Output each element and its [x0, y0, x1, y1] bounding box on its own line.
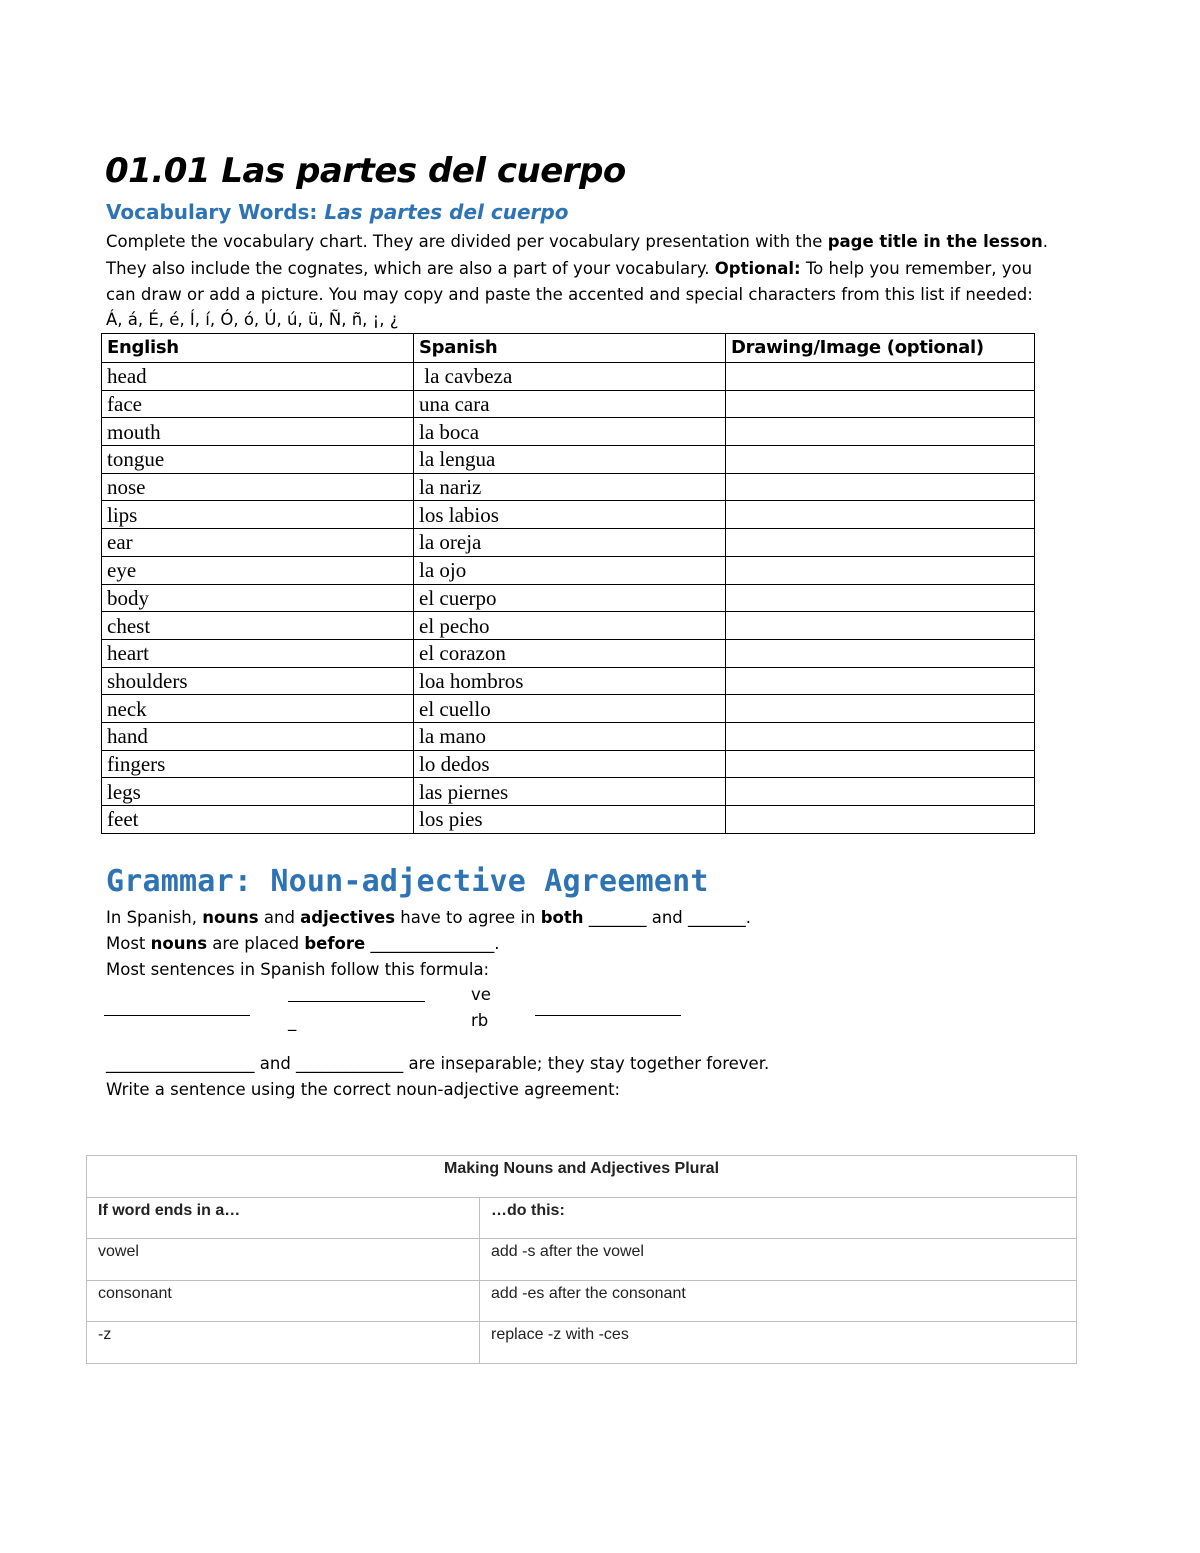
instructions-line-3: can draw or add a picture. You may copy and paste the accented and special characters from this list if needed:	[106, 285, 1033, 304]
vocabulary-instructions	[106, 229, 1096, 331]
spanish-cell[interactable]: el pecho	[414, 612, 726, 640]
formula-blank-2[interactable]	[288, 1001, 425, 1002]
table-row	[102, 750, 1035, 778]
rule-cell: add -es after the consonant	[480, 1280, 1077, 1322]
table-row	[87, 1322, 1077, 1364]
spanish-cell[interactable]: la oreja	[414, 529, 726, 557]
grammar-bold-nouns: nouns	[202, 908, 259, 927]
plural-rules-table	[86, 1155, 1077, 1364]
formula-underscore: _	[288, 1012, 297, 1031]
vocabulary-heading-prefix: Vocabulary Words:	[106, 200, 325, 224]
grammar-bold-adjectives: adjectives	[300, 908, 396, 927]
spanish-cell[interactable]: la nariz	[414, 473, 726, 501]
english-cell: mouth	[102, 418, 414, 446]
drawing-cell[interactable]	[726, 612, 1035, 640]
spanish-cell[interactable]: la lengua	[414, 446, 726, 474]
english-cell: ear	[102, 529, 414, 557]
table-row	[102, 390, 1035, 418]
table-row	[102, 529, 1035, 557]
drawing-cell[interactable]	[726, 806, 1035, 834]
drawing-cell[interactable]	[726, 695, 1035, 723]
column-header-spanish: Spanish	[414, 334, 726, 363]
instructions-line-1	[106, 229, 1096, 256]
english-cell: eye	[102, 556, 414, 584]
spanish-cell[interactable]: una cara	[414, 390, 726, 418]
table-header-row	[102, 334, 1035, 363]
table-row	[102, 556, 1035, 584]
spanish-cell[interactable]: loa hombros	[414, 667, 726, 695]
drawing-cell[interactable]	[726, 639, 1035, 667]
column-header-drawing: Drawing/Image (optional)	[726, 334, 1035, 363]
table-header-row	[87, 1197, 1077, 1239]
spanish-cell[interactable]: lo dedos	[414, 750, 726, 778]
table-row	[102, 363, 1035, 391]
spanish-cell[interactable]: el cuello	[414, 695, 726, 723]
english-cell: heart	[102, 639, 414, 667]
drawing-cell[interactable]	[726, 584, 1035, 612]
english-cell: neck	[102, 695, 414, 723]
page-title: 01.01 Las partes del cuerpo	[105, 151, 626, 191]
grammar-blank-text[interactable]: _______ and _______.	[583, 908, 751, 927]
spanish-cell[interactable]: la mano	[414, 722, 726, 750]
drawing-cell[interactable]	[726, 722, 1035, 750]
drawing-cell[interactable]	[726, 418, 1035, 446]
table-row	[87, 1239, 1077, 1281]
grammar-line-placement	[106, 932, 499, 956]
column-header-english: English	[102, 334, 414, 363]
table-row	[102, 639, 1035, 667]
grammar-text: have to agree in	[395, 908, 541, 927]
english-cell: feet	[102, 806, 414, 834]
grammar-text: and	[258, 908, 301, 927]
grammar-line-write-sentence: Write a sentence using the correct noun-adjective agreement:	[106, 1080, 621, 1099]
formula-blank-1[interactable]	[104, 1015, 250, 1016]
formula-blank-3[interactable]	[535, 1015, 681, 1016]
spanish-cell[interactable]: la cavbeza	[414, 363, 726, 391]
english-cell: chest	[102, 612, 414, 640]
spanish-cell[interactable]: la ojo	[414, 556, 726, 584]
table-row	[102, 778, 1035, 806]
spanish-cell[interactable]: el corazon	[414, 639, 726, 667]
english-cell: hand	[102, 722, 414, 750]
grammar-bold-before: before	[304, 934, 366, 953]
rule-cell: replace -z with -ces	[480, 1322, 1077, 1364]
vocabulary-table	[101, 333, 1035, 834]
drawing-cell[interactable]	[726, 446, 1035, 474]
drawing-cell[interactable]	[726, 501, 1035, 529]
grammar-heading: Grammar: Noun-adjective Agreement	[106, 864, 709, 899]
grammar-bold-nouns: nouns	[150, 934, 208, 953]
ending-cell: consonant	[87, 1280, 480, 1322]
english-cell: head	[102, 363, 414, 391]
spanish-cell[interactable]: los pies	[414, 806, 726, 834]
english-cell: lips	[102, 501, 414, 529]
spanish-cell[interactable]: el cuerpo	[414, 584, 726, 612]
english-cell: shoulders	[102, 667, 414, 695]
spanish-cell[interactable]: los labios	[414, 501, 726, 529]
spanish-cell[interactable]: la boca	[414, 418, 726, 446]
rule-cell: add -s after the vowel	[480, 1239, 1077, 1281]
instructions-text: They also include the cognates, which are also a part of your vocabulary.	[106, 258, 715, 278]
table-row	[102, 612, 1035, 640]
table-row	[102, 473, 1035, 501]
english-cell: legs	[102, 778, 414, 806]
column-header-action: …do this:	[480, 1197, 1077, 1239]
grammar-text: Most	[106, 934, 151, 953]
grammar-bold-both: both	[540, 908, 584, 927]
english-cell: body	[102, 584, 414, 612]
grammar-text: are placed	[207, 934, 305, 953]
formula-verb-part-1: ve	[471, 985, 491, 1004]
drawing-cell[interactable]	[726, 778, 1035, 806]
grammar-line-formula-intro: Most sentences in Spanish follow this formula:	[106, 960, 490, 979]
table-caption-row	[87, 1156, 1077, 1198]
column-header-ending: If word ends in a…	[87, 1197, 480, 1239]
table-row	[102, 722, 1035, 750]
drawing-cell[interactable]	[726, 390, 1035, 418]
grammar-blank-text[interactable]: _______________.	[365, 934, 500, 953]
ending-cell: -z	[87, 1322, 480, 1364]
drawing-cell[interactable]	[726, 667, 1035, 695]
grammar-text: In Spanish,	[106, 908, 203, 927]
english-cell: fingers	[102, 750, 414, 778]
table-row	[102, 501, 1035, 529]
drawing-cell[interactable]	[726, 363, 1035, 391]
instructions-bold: page title in the lesson	[827, 232, 1043, 251]
drawing-cell[interactable]	[726, 556, 1035, 584]
spanish-cell[interactable]: las piernes	[414, 778, 726, 806]
drawing-cell[interactable]	[726, 529, 1035, 557]
instructions-text: To help you remember, you	[800, 258, 1033, 278]
drawing-cell[interactable]	[726, 750, 1035, 778]
table-row	[102, 667, 1035, 695]
instructions-text: .	[1042, 232, 1048, 251]
plural-table-caption: Making Nouns and Adjectives Plural	[87, 1156, 1077, 1198]
english-cell: tongue	[102, 446, 414, 474]
special-characters-list: Á, á, É, é, Í, í, Ó, ó, Ú, ú, ü, Ñ, ñ, ¡, ¿	[106, 309, 399, 329]
english-cell: nose	[102, 473, 414, 501]
table-row	[102, 584, 1035, 612]
instructions-text: Complete the vocabulary chart. They are divided per vocabulary presentation with the	[106, 232, 828, 251]
table-row	[102, 446, 1035, 474]
table-row	[102, 806, 1035, 834]
table-row	[102, 695, 1035, 723]
grammar-line-agree	[106, 906, 751, 930]
table-row	[87, 1280, 1077, 1322]
english-cell: face	[102, 390, 414, 418]
formula-verb-part-2: rb	[471, 1011, 489, 1030]
table-row	[102, 418, 1035, 446]
drawing-cell[interactable]	[726, 473, 1035, 501]
grammar-line-inseparable: __________________ and _____________ are inseparable; they stay together forever.	[106, 1054, 770, 1073]
vocabulary-heading-topic: Las partes del cuerpo	[324, 200, 569, 224]
instructions-line-2	[106, 256, 1096, 283]
ending-cell: vowel	[87, 1239, 480, 1281]
instructions-bold: Optional:	[714, 258, 801, 278]
vocabulary-heading	[106, 198, 568, 226]
